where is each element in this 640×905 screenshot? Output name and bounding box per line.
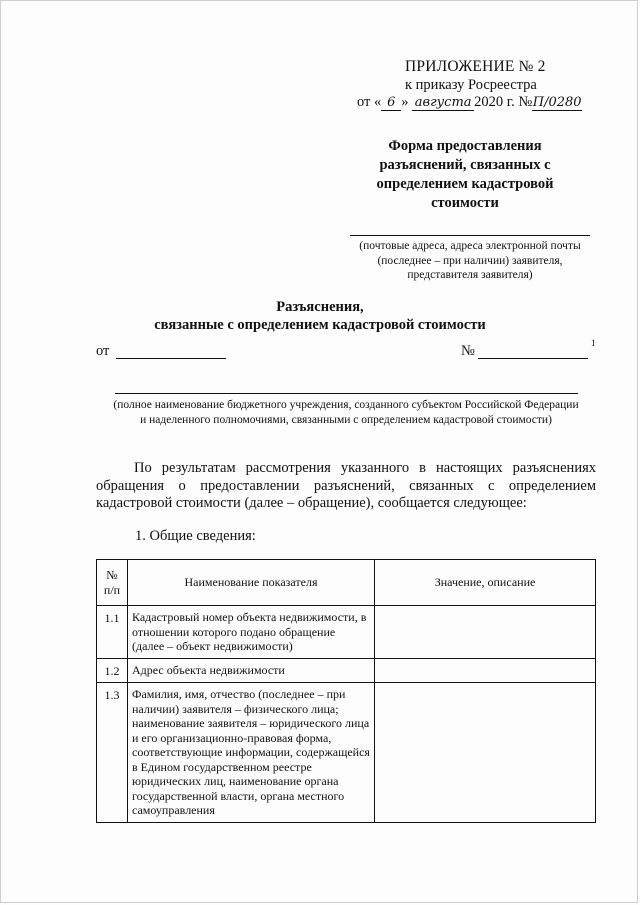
row-value (375, 683, 596, 823)
from-label: от (96, 343, 110, 359)
number-field-line (478, 358, 588, 359)
appendix-order: к приказу Росреестра (405, 77, 537, 93)
header-name: Наименование показателя (128, 560, 375, 606)
document-title (100, 298, 540, 334)
section-heading: 1. Общие сведения: (135, 528, 256, 544)
table-row (97, 683, 596, 823)
footnote-mark: 1 (591, 338, 596, 348)
organization-line (115, 393, 578, 394)
info-table (96, 559, 596, 823)
document-title-line1: Разъяснения, (276, 299, 364, 315)
date-mid: » (401, 94, 409, 110)
row-value (375, 658, 596, 683)
row-number: 1.1 (97, 606, 128, 659)
table-row (97, 658, 596, 683)
date-month: августа (412, 95, 474, 111)
from-field-line (116, 358, 226, 359)
from-number-row (96, 338, 596, 363)
date-day: 6 (381, 95, 401, 111)
date-year: 2020 г. № (474, 94, 533, 110)
form-title: Форма предоставления разъяснений, связанных с определением кадастровой стоимости (376, 138, 554, 211)
row-name: Адрес объекта недвижимости (128, 658, 375, 683)
table-header-row (97, 560, 596, 606)
table-row (97, 606, 596, 659)
row-name: Кадастровый номер объекта недвижимости, в отношении которого подано обращение (далее – объект недвижимости) (128, 606, 375, 659)
date-prefix: от « (357, 94, 382, 110)
row-value (375, 606, 596, 659)
row-name: Фамилия, имя, отчество (последнее – при наличии) заявителя – физического лица; наименование заявителя – юридического лица и его организационно-правовая форма, соответствующие информации, содержащейся в Едином государственном реестре юридических лиц, наименование органа государственной власти, органа местного самоуправления (128, 683, 375, 823)
intro-paragraph: По результатам рассмотрения указанного в настоящих разъяснениях обращения о предоставлении разъяснений, связанных с определением кадастровой стоимости (далее – обращение), сообщается следующее: (96, 460, 596, 511)
address-line (350, 235, 590, 236)
organization-caption: (полное наименование бюджетного учреждения, созданного субъектом Российской Федерации и наделенного полномочиями, связанными с определением кадастровой стоимости) (113, 399, 579, 426)
header-number: № п/п (97, 560, 128, 606)
number-label: № (461, 343, 475, 359)
order-number: П/0280 (532, 95, 582, 110)
appendix-date (357, 94, 582, 111)
row-number: 1.3 (97, 683, 128, 823)
appendix-title: ПРИЛОЖЕНИЕ № 2 (405, 58, 546, 75)
address-caption: (почтовые адреса, адреса электронной почты (последнее – при наличии) заявителя, представителя заявителя) (359, 240, 581, 281)
row-number: 1.2 (97, 658, 128, 683)
header-value: Значение, описание (375, 560, 596, 606)
document-title-line2: связанные с определением кадастровой стоимости (154, 317, 486, 333)
